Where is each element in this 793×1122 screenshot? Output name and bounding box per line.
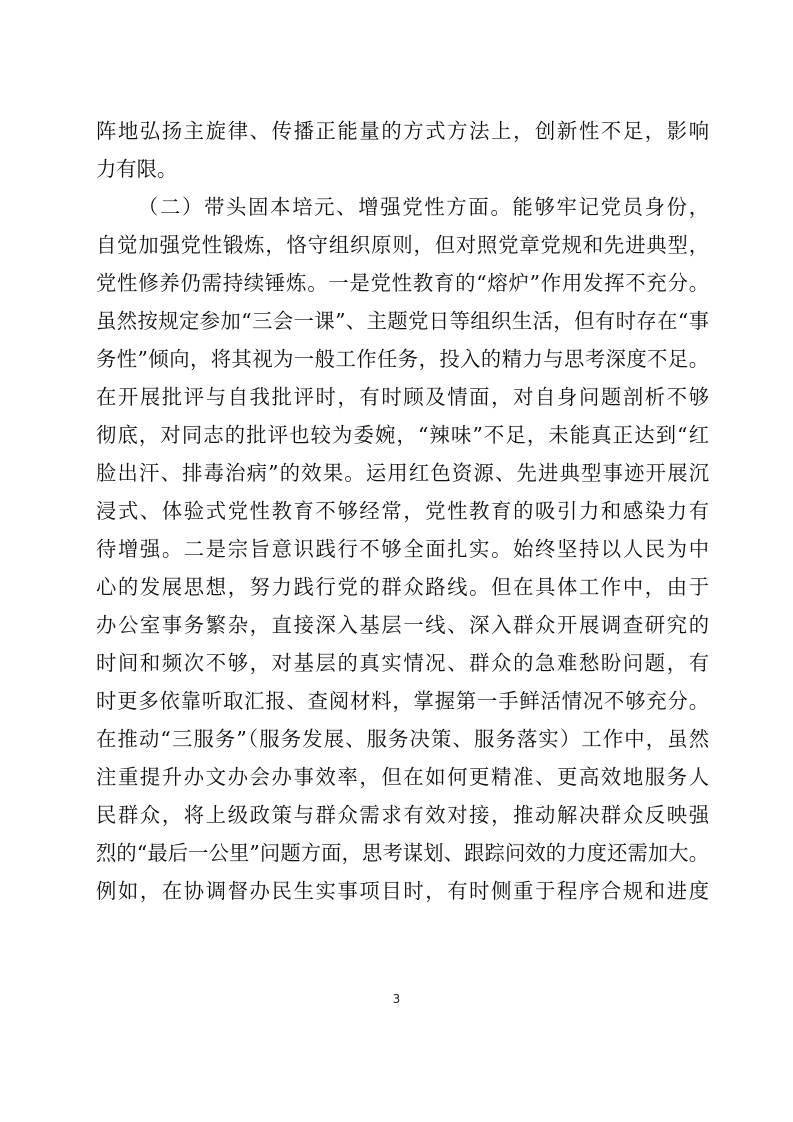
text-line: 例如，在协调督办民生实事项目时，有时侧重于程序合规和进度 — [96, 879, 709, 903]
text-line: 心的发展思想，努力践行党的群众路线。但在具体工作中，由于 — [96, 575, 709, 599]
text-line: 务性”倾向，将其视为一般工作任务，投入的精力与思考深度不足。 — [96, 347, 709, 371]
text-line: 民群众，将上级政策与群众需求有效对接，推动解决群众反映强 — [96, 803, 709, 827]
text-line: 在开展批评与自我批评时，有时顾及情面，对自身问题剖析不够 — [96, 385, 709, 409]
text-line: 自觉加强党性锻炼，恪守组织原则，但对照党章党规和先进典型， — [96, 233, 709, 257]
text-line: 办公室事务繁杂，直接深入基层一线、深入群众开展调查研究的 — [96, 613, 709, 637]
text-line: 浸式、体验式党性教育不够经常，党性教育的吸引力和感染力有 — [96, 499, 709, 523]
page-number: 3 — [392, 992, 401, 1006]
text-line: 虽然按规定参加“三会一课”、主题党日等组织生活，但有时存在“事 — [96, 309, 709, 333]
text-line: 力有限。 — [96, 157, 178, 181]
body-text — [96, 112, 709, 910]
section-heading-line: （二）带头固本培元、增强党性方面。能够牢记党员身份， — [138, 195, 709, 219]
text-line: 党性修养仍需持续锤炼。一是党性教育的“熔炉”作用发挥不充分。 — [96, 271, 709, 295]
text-line: 待增强。二是宗旨意识践行不够全面扎实。始终坚持以人民为中 — [96, 537, 709, 561]
text-line: 阵地弘扬主旋律、传播正能量的方式方法上，创新性不足，影响 — [96, 119, 709, 143]
text-line: 彻底，对同志的批评也较为委婉，“辣味”不足，未能真正达到“红 — [96, 423, 709, 447]
text-line: 时间和频次不够，对基层的真实情况、群众的急难愁盼问题，有 — [96, 651, 709, 675]
text-line: 烈的“最后一公里”问题方面，思考谋划、跟踪问效的力度还需加大。 — [96, 841, 709, 865]
text-line: 脸出汗、排毒治病”的效果。运用红色资源、先进典型事迹开展沉 — [96, 461, 709, 485]
text-line: 在推动“三服务”（服务发展、服务决策、服务落实）工作中，虽然 — [96, 727, 709, 751]
text-line: 时更多依靠听取汇报、查阅材料，掌握第一手鲜活情况不够充分。 — [96, 689, 709, 713]
text-line: 注重提升办文办会办事效率，但在如何更精准、更高效地服务人 — [96, 765, 709, 789]
